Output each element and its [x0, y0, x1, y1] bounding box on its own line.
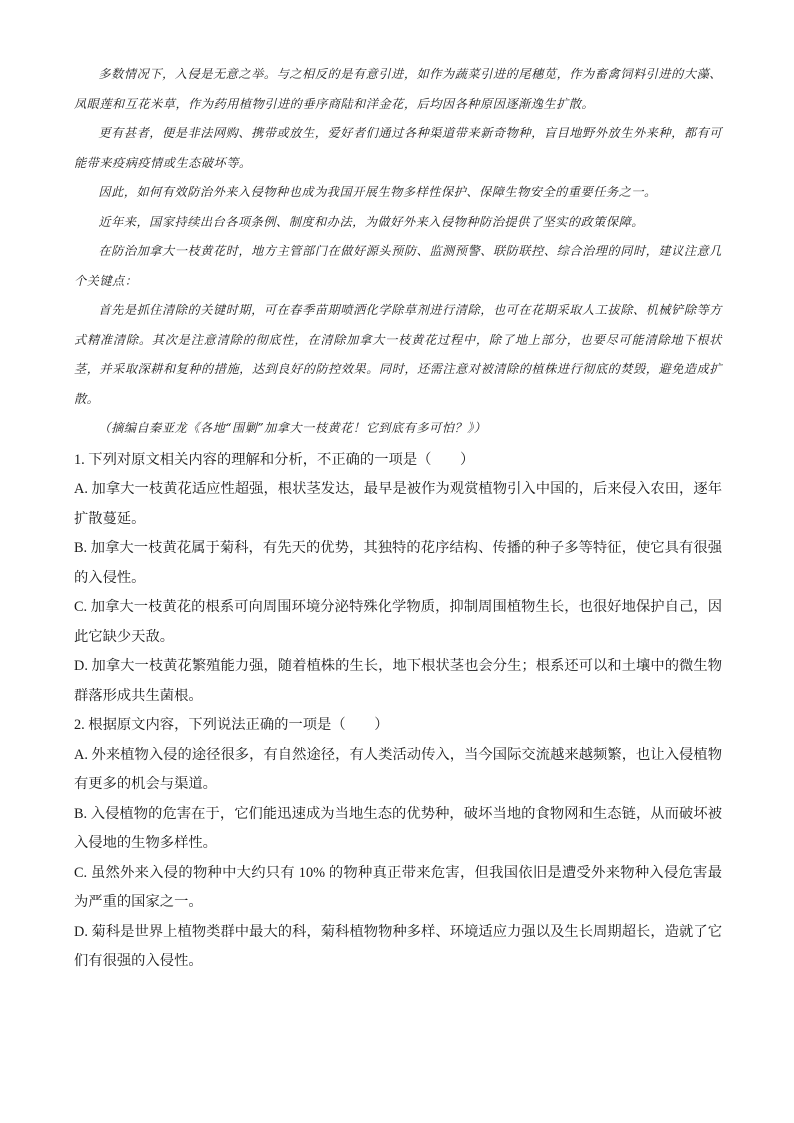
passage-paragraph: 近年来，国家持续出台各项条例、制度和办法，为做好外来入侵物种防治提供了坚实的政策保障。	[98, 214, 644, 229]
passage-paragraph: 首先是抓住清除的关键时期，可在春季苗期喷洒化学除草剂进行清除，也可在花期采取人工拔除、机械铲除等方式精准清除。其次是注意清除的彻底性，在清除加拿大一枝黄花过程中，除了地上部分，也要尽可能清除地下根状茎，并采取深耕和复种的措施，达到良好的防控效果。同时，还需注意对被清除的植株进行彻底的焚毁，避免造成扩散。	[74, 303, 722, 406]
option-c[interactable]: C. 虽然外来入侵的物种中大约只有 10% 的物种真正带来危害，但我国依旧是遭受外来物种入侵危害最为严重的国家之一。	[74, 864, 722, 910]
passage-source: （摘编自秦亚龙《各地“围剿”加拿大一枝黄花！它到底有多可怕？》）	[98, 421, 487, 435]
option-b[interactable]: B. 入侵植物的危害在于，它们能迅速成为当地生态的优势种，破坏当地的食物网和生态链，从而破坏被入侵地的生物多样性。	[74, 805, 722, 851]
question-1	[74, 446, 722, 712]
passage-paragraph: 多数情况下，入侵是无意之举。与之相反的是有意引进，如作为蔬菜引进的尾穗苋，作为畜禽饲料引进的大藻、凤眼莲和互花米草，作为药用植物引进的垂序商陆和洋金花，后均因各种原因逐渐逸生扩散。	[74, 67, 722, 111]
option-d[interactable]: D. 菊科是世界上植物类群中最大的科，菊科植物物种多样、环境适应力强以及生长周期超长，造就了它们有很强的入侵性。	[74, 923, 722, 969]
passage-paragraph: 因此，如何有效防治外来入侵物种也成为我国开展生物多样性保护、保障生物安全的重要任务之一。	[98, 185, 657, 199]
question-list	[74, 446, 722, 977]
option-a[interactable]: A. 外来植物入侵的途径很多，有自然途径，有人类活动传入，当今国际交流越来越频繁，也让入侵植物有更多的机会与渠道。	[74, 746, 722, 792]
option-c[interactable]: C. 加拿大一枝黄花的根系可向周围环境分泌特殊化学物质，抑制周围植物生长，也很好地保护自己，因此它缺少天敌。	[74, 599, 722, 645]
question-stem: 2. 根据原文内容，下列说法正确的一项是（ ）	[74, 717, 389, 733]
option-b[interactable]: B. 加拿大一枝黄花属于菊科，有先天的优势，其独特的花序结构、传播的种子多等特征，使它具有很强的入侵性。	[74, 540, 722, 586]
passage-paragraph: 更有甚者，便是非法网购、携带或放生，爱好者们通过各种渠道带来新奇物种，盲目地野外放生外来种，都有可能带来疫病疫情或生态破坏等。	[74, 126, 722, 170]
passage-paragraph: 在防治加拿大一枝黄花时，地方主管部门在做好源头预防、监测预警、联防联控、综合治理的同时，建议注意几个关键点：	[74, 244, 722, 288]
option-a[interactable]: A. 加拿大一枝黄花适应性超强，根状茎发达，最早是被作为观赏植物引入中国的，后来侵入农田，逐年扩散蔓延。	[74, 481, 722, 527]
document-page	[74, 60, 722, 977]
reading-passage	[74, 60, 722, 444]
question-stem: 1. 下列对原文相关内容的理解和分析，不正确的一项是（ ）	[74, 451, 475, 468]
option-d[interactable]: D. 加拿大一枝黄花繁殖能力强，随着植株的生长，地下根状茎也会分生；根系还可以和土壤中的微生物群落形成共生菌根。	[74, 658, 722, 704]
question-2	[74, 711, 722, 977]
